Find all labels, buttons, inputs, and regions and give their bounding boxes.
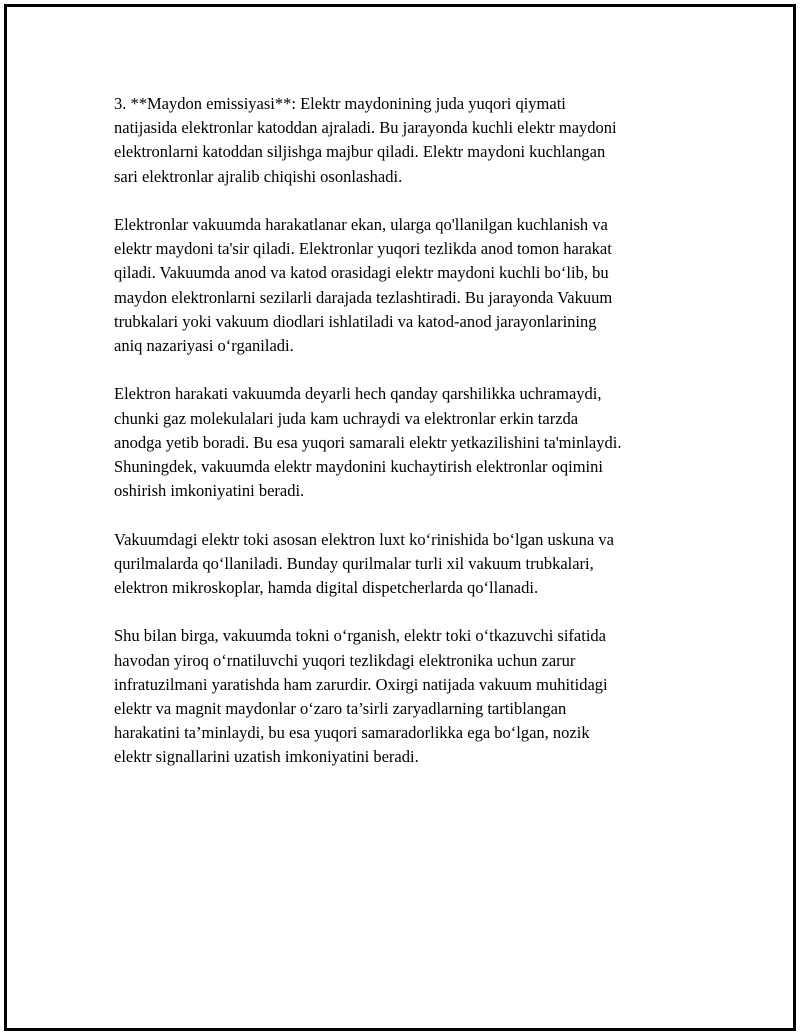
paragraph-no-resistance: Elektron harakati vakuumda deyarli hech qanday qarshilikka uchramaydi, chunki gaz molekulalari juda kam uchraydi va elektronlar erkin tarzda anodga yetib boradi. Bu esa yuqori samarali elektr yetkazilishini ta'minlaydi. Shuningdek, vakuumda elektr maydonini kuchaytirish elektronlar oqimini oshirish imkoniyatini beradi.: [114, 384, 622, 501]
paragraph-field-emission: 3. **Maydon emissiyasi**: Elektr maydonining juda yuqori qiymati natijasida elektronlar katoddan ajraladi. Bu jarayonda kuchli elektr maydoni elektronlarni katoddan siljishga majbur qiladi. Elektr maydoni kuchlangan sari elektronlar ajralib chiqishi osonlashadi.: [114, 94, 617, 186]
paragraph-conclusion: Shu bilan birga, vakuumda tokni o‘rganish, elektr toki o‘tkazuvchi sifatida havodan yiroq o‘rnatiluvchi yuqori tezlikdagi elektronika uchun zarur infratuzilmani yaratishda ham zarurdir. Oxirgi natijada vakuum muhitidagi elektr va magnit maydonlar o‘zaro ta’sirli zaryadlarning tartiblangan harakatini ta’minlaydi, bu esa yuqori samaradorlikka ega bo‘lgan, nozik elektr signallarini uzatish imkoniyatini beradi.: [114, 626, 608, 767]
paragraph-applications: Vakuumdagi elektr toki asosan elektron luxt ko‘rinishida bo‘lgan uskuna va qurilmalarda qo‘llaniladi. Bunday qurilmalar turli xil vakuum trubkalari, elektron mikroskoplar, hamda digital dispetcherlarda qo‘llanadi.: [114, 529, 614, 598]
paragraph-electron-motion: Elektronlar vakuumda harakatlanar ekan, ularga qo'llanilgan kuchlanish va elektr maydoni ta'sir qiladi. Elektronlar yuqori tezlikda anod tomon harakat qiladi. Vakuumda anod va katod orasidagi elektr maydoni kuchli bo‘lib, bu maydon elektronlarni sezilarli darajada tezlashtiradi. Bu jarayonda Vakuum trubkalari yoki vakuum diodlari ishlatiladi va katod-anod jarayonlarining aniq nazariyasi o‘rganiladi.: [114, 215, 613, 356]
document-body: [114, 92, 696, 794]
